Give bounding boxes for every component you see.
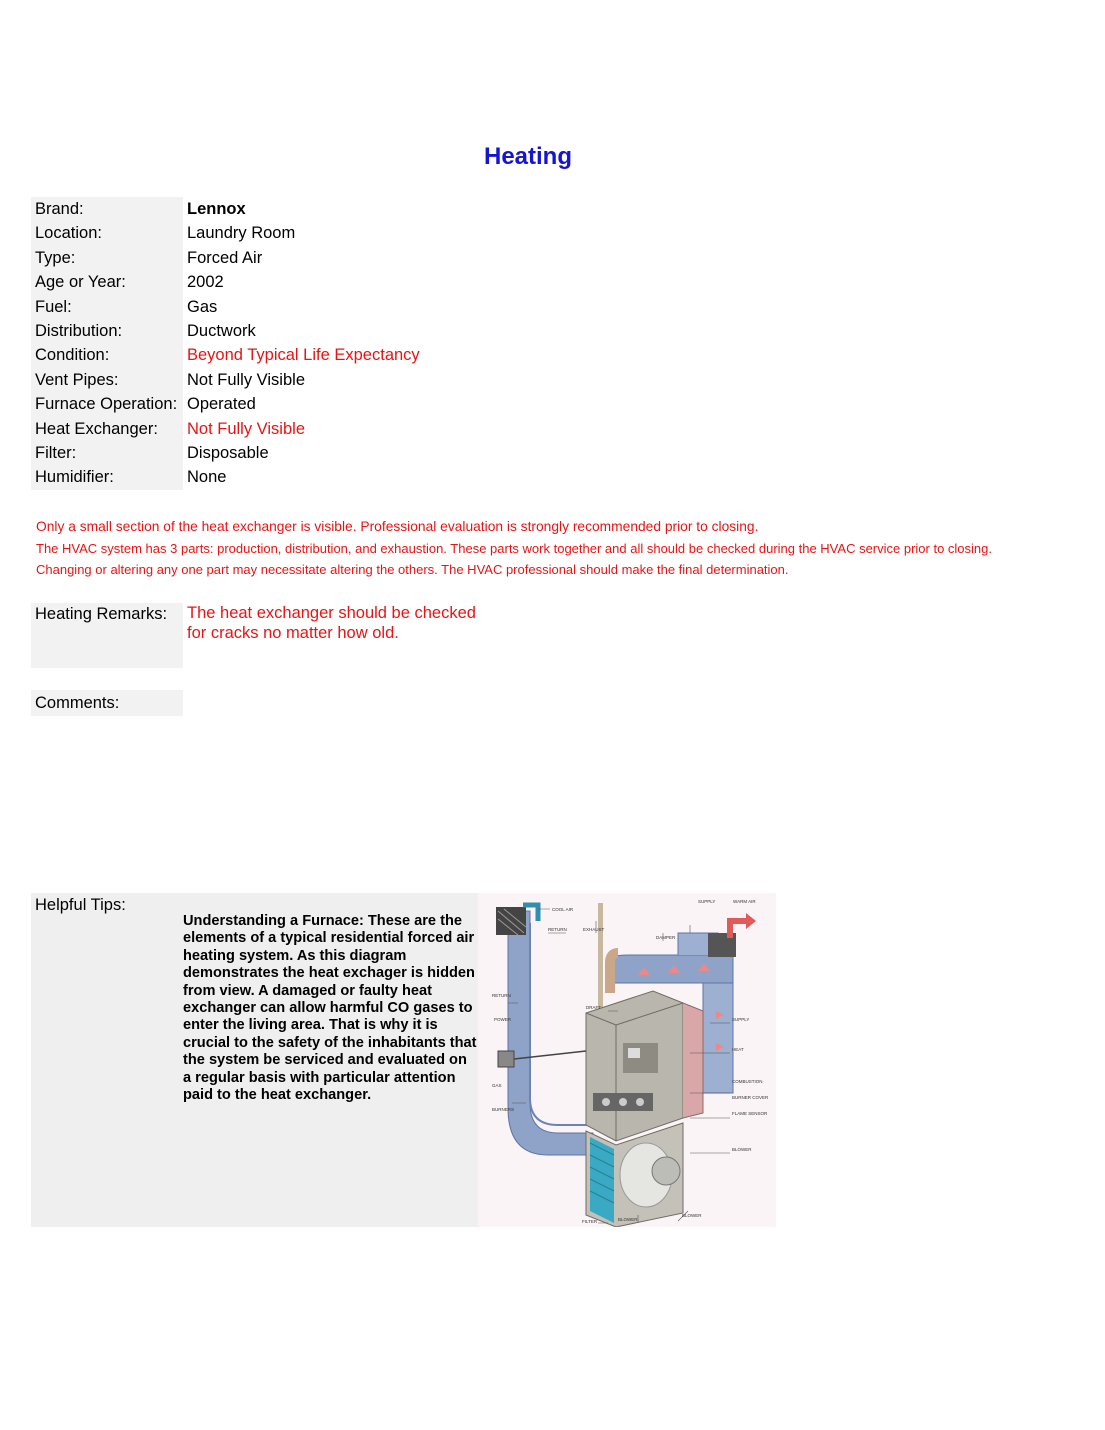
furnace-diagram-illustration bbox=[478, 893, 776, 1227]
heating-fields-table bbox=[31, 197, 420, 490]
field-label: Furnace Operation: bbox=[31, 392, 183, 416]
svg-text:WARM AIR: WARM AIR bbox=[733, 899, 756, 904]
field-value: Ductwork bbox=[187, 321, 256, 340]
field-label: Distribution: bbox=[31, 319, 183, 343]
note-altering-parts: Changing or altering any one part may necessitate altering the others. The HVAC professional should make the final determination. bbox=[36, 562, 789, 577]
field-value: Operated bbox=[187, 395, 256, 414]
page-title: Heating bbox=[483, 143, 572, 170]
field-row bbox=[31, 465, 420, 489]
svg-text:DRAFT: DRAFT bbox=[586, 1005, 601, 1010]
field-row bbox=[31, 319, 420, 343]
field-label: Type: bbox=[31, 246, 183, 270]
heating-remarks-text: The heat exchanger should be checked for cracks no matter how old. bbox=[187, 604, 476, 642]
field-row bbox=[31, 295, 420, 319]
svg-text:RETURN: RETURN bbox=[548, 927, 567, 932]
svg-text:HEAT: HEAT bbox=[732, 1047, 744, 1052]
field-row bbox=[31, 343, 420, 367]
svg-text:GAS: GAS bbox=[492, 1083, 502, 1088]
comments-label: Comments: bbox=[31, 690, 183, 716]
field-label: Vent Pipes: bbox=[31, 368, 183, 392]
svg-text:EXHAUST: EXHAUST bbox=[583, 927, 605, 932]
field-row bbox=[31, 270, 420, 294]
field-value: Laundry Room bbox=[187, 224, 296, 243]
field-label: Location: bbox=[31, 221, 183, 245]
helpful-tips-section bbox=[31, 893, 776, 1227]
field-row bbox=[31, 246, 420, 270]
field-value: Not Fully Visible bbox=[187, 370, 305, 389]
field-label: Fuel: bbox=[31, 295, 183, 319]
field-value: None bbox=[187, 468, 227, 487]
svg-text:RETURN: RETURN bbox=[492, 993, 511, 998]
svg-text:BLOWER: BLOWER bbox=[618, 1217, 638, 1222]
field-label: Heat Exchanger: bbox=[31, 417, 183, 441]
helpful-tips-text: Understanding a Furnace: These are the elements of a typical residential forced air heating system. As this diagram demonstrates the heat exchager is hidden from view. A damaged or faulty heat exchanger can allow harmful CO gases to enter the living area. That is why it is crucial to the safety of the inhabitants that the system be serviced and evaluated on a regular basis with particular attention paid to the heat exchanger. bbox=[183, 913, 477, 1104]
note-hvac-parts: The HVAC system has 3 parts: production, distribution, and exhaustion. These parts work together and all should be checked during the HVAC service prior to closing. bbox=[36, 540, 993, 556]
furnace-diagram bbox=[478, 893, 776, 1227]
field-label: Age or Year: bbox=[31, 270, 183, 294]
svg-text:COMBUSTION: COMBUSTION bbox=[732, 1079, 763, 1084]
field-label: Humidifier: bbox=[31, 465, 183, 489]
field-label: Condition: bbox=[31, 343, 183, 367]
field-row bbox=[31, 368, 420, 392]
field-value: Lennox bbox=[187, 200, 246, 218]
heating-remarks-label: Heating Remarks: bbox=[31, 603, 183, 668]
svg-text:BURNERS: BURNERS bbox=[492, 1107, 515, 1112]
svg-text:COOL AIR: COOL AIR bbox=[552, 907, 574, 912]
helpful-tips-label: Helpful Tips: bbox=[35, 896, 126, 914]
note-heat-exchanger: Only a small section of the heat exchanger is visible. Professional evaluation is strongly recommended prior to closing. bbox=[36, 519, 759, 534]
svg-text:POWER: POWER bbox=[494, 1017, 512, 1022]
field-row bbox=[31, 392, 420, 416]
field-value: Not Fully Visible bbox=[187, 419, 305, 438]
svg-text:BURNER COVER: BURNER COVER bbox=[732, 1095, 769, 1100]
field-label: Brand: bbox=[31, 197, 183, 221]
svg-text:FILTER: FILTER bbox=[582, 1219, 598, 1224]
field-value: 2002 bbox=[187, 273, 224, 292]
field-value: Disposable bbox=[187, 443, 269, 462]
heating-remarks bbox=[31, 603, 477, 668]
field-row bbox=[31, 221, 420, 245]
field-row bbox=[31, 417, 420, 441]
field-value: Forced Air bbox=[187, 248, 263, 267]
svg-text:FLAME SENSOR: FLAME SENSOR bbox=[732, 1111, 768, 1116]
svg-text:BLOWER: BLOWER bbox=[732, 1147, 752, 1152]
comments-section bbox=[31, 690, 183, 716]
svg-text:BLOWER: BLOWER bbox=[682, 1213, 702, 1218]
field-row bbox=[31, 197, 420, 221]
svg-text:SUPPLY: SUPPLY bbox=[732, 1017, 750, 1022]
field-value: Beyond Typical Life Expectancy bbox=[187, 346, 420, 365]
svg-text:SUPPLY: SUPPLY bbox=[698, 899, 716, 904]
heating-notes bbox=[36, 516, 992, 581]
field-row bbox=[31, 441, 420, 465]
field-label: Filter: bbox=[31, 441, 183, 465]
svg-text:DAMPER: DAMPER bbox=[656, 935, 676, 940]
field-value: Gas bbox=[187, 297, 218, 316]
